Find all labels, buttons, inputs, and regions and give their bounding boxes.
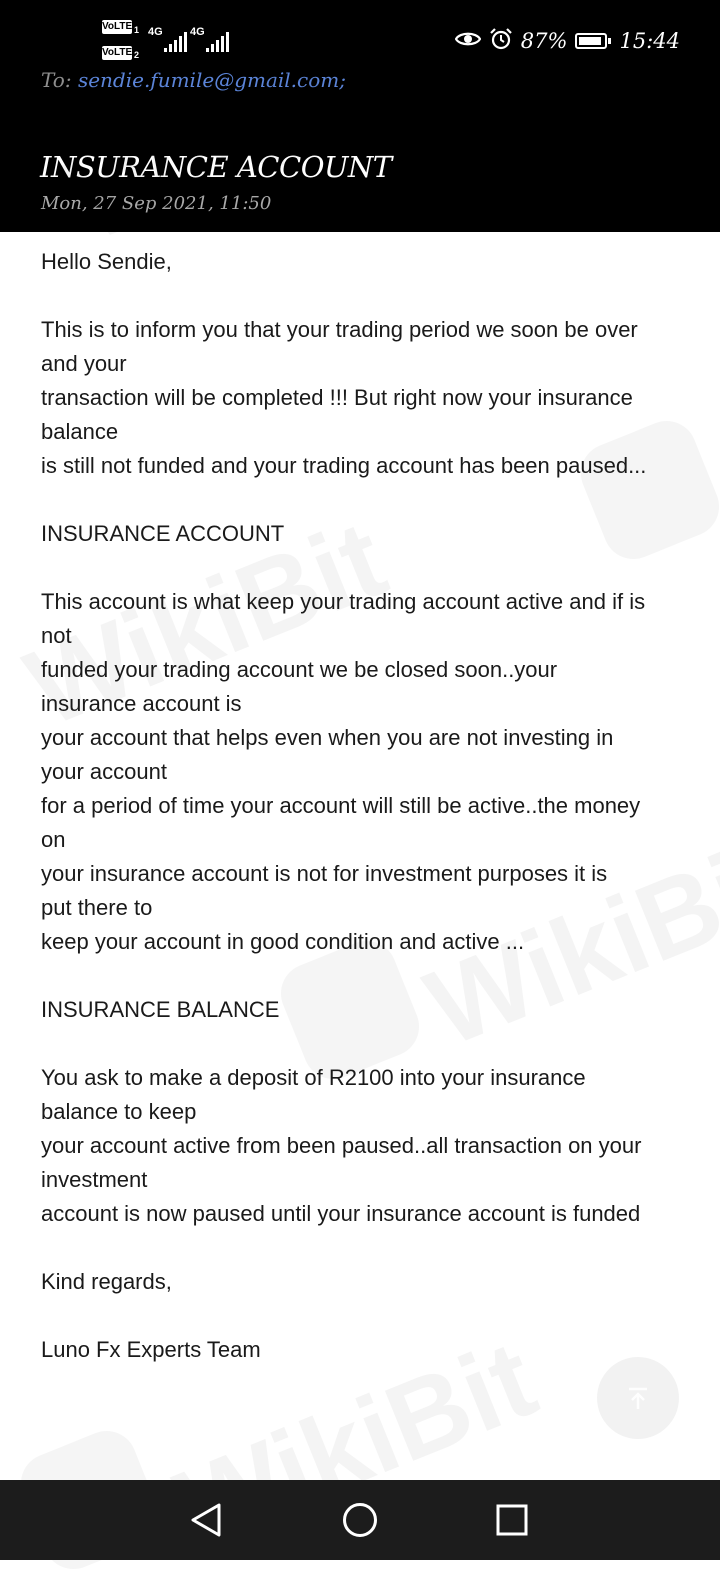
blank-line bbox=[41, 551, 691, 585]
recents-button[interactable] bbox=[490, 1498, 534, 1542]
back-icon bbox=[189, 1502, 223, 1538]
email-subject: INSURANCE ACCOUNT bbox=[40, 150, 392, 184]
body-line: your account that helps even when you are not investing in bbox=[41, 725, 614, 750]
signal-indicators bbox=[102, 20, 232, 60]
network-type-2: 4G bbox=[190, 26, 205, 38]
body-line: investment bbox=[41, 1167, 148, 1192]
volte-badge-2: VoLTE bbox=[102, 47, 133, 58]
clock: 15:44 bbox=[619, 29, 680, 53]
home-button[interactable] bbox=[338, 1498, 382, 1542]
signal-bars-1-icon bbox=[164, 32, 187, 52]
body-line: keep your account in good condition and active ... bbox=[41, 929, 525, 954]
battery-percent: 87% bbox=[520, 29, 568, 53]
recipient-line bbox=[41, 68, 346, 92]
body-line: Hello Sendie, bbox=[41, 249, 172, 274]
body-line: your account bbox=[41, 759, 167, 784]
network-type-1: 4G bbox=[148, 26, 163, 38]
status-bar bbox=[0, 0, 720, 60]
body-line: and your bbox=[41, 351, 127, 376]
to-label: To: bbox=[41, 68, 72, 92]
body-line: Luno Fx Experts Team bbox=[41, 1337, 261, 1362]
scroll-to-top-button[interactable] bbox=[597, 1357, 679, 1439]
body-line: Kind regards, bbox=[41, 1269, 172, 1294]
email-header bbox=[0, 0, 720, 232]
sim-number-1: 1 bbox=[134, 25, 140, 35]
email-date: Mon, 27 Sep 2021, 11:50 bbox=[41, 193, 272, 214]
blank-line bbox=[41, 1027, 691, 1061]
body-line: your account active from been paused..all transaction on your bbox=[41, 1133, 642, 1158]
blank-line bbox=[41, 1299, 691, 1333]
body-line: funded your trading account we be closed soon..your bbox=[41, 657, 558, 682]
body-line: account is now paused until your insurance account is funded bbox=[41, 1201, 641, 1226]
body-line: This account is what keep your trading account active and if is bbox=[41, 589, 646, 614]
signal-bars-2-icon bbox=[206, 32, 229, 52]
home-icon bbox=[342, 1502, 378, 1538]
recipient-address[interactable]: sendie.fumile@gmail.com; bbox=[77, 68, 346, 92]
body-line: for a period of time your account will still be active..the money bbox=[41, 793, 641, 818]
battery-icon bbox=[575, 33, 607, 49]
body-line: balance bbox=[41, 419, 119, 444]
arrow-up-icon bbox=[623, 1383, 653, 1413]
email-body bbox=[41, 245, 691, 1367]
navigation-bar bbox=[0, 1480, 720, 1560]
status-right-group bbox=[455, 26, 680, 56]
body-line: on bbox=[41, 827, 66, 852]
body-line: This is to inform you that your trading period we soon be over bbox=[41, 317, 638, 342]
body-line: put there to bbox=[41, 895, 153, 920]
body-line: INSURANCE BALANCE bbox=[41, 997, 280, 1022]
blank-line bbox=[41, 959, 691, 993]
blank-line bbox=[41, 483, 691, 517]
volte-badge-1: VoLTE bbox=[102, 21, 133, 32]
body-line: transaction will be completed !!! But right now your insurance bbox=[41, 385, 633, 410]
body-line: INSURANCE ACCOUNT bbox=[41, 521, 285, 546]
recents-icon bbox=[495, 1503, 529, 1537]
eye-icon bbox=[455, 29, 481, 53]
sim-number-2: 2 bbox=[134, 50, 140, 60]
body-line: balance to keep bbox=[41, 1099, 197, 1124]
body-line: not bbox=[41, 623, 72, 648]
back-button[interactable] bbox=[184, 1498, 228, 1542]
blank-line bbox=[41, 1231, 691, 1265]
body-line: is still not funded and your trading account has been paused... bbox=[41, 453, 647, 478]
alarm-icon bbox=[489, 27, 513, 55]
body-line: insurance account is bbox=[41, 691, 242, 716]
body-line: You ask to make a deposit of R2100 into your insurance bbox=[41, 1065, 586, 1090]
blank-line bbox=[41, 279, 691, 313]
body-line: your insurance account is not for investment purposes it is bbox=[41, 861, 608, 886]
